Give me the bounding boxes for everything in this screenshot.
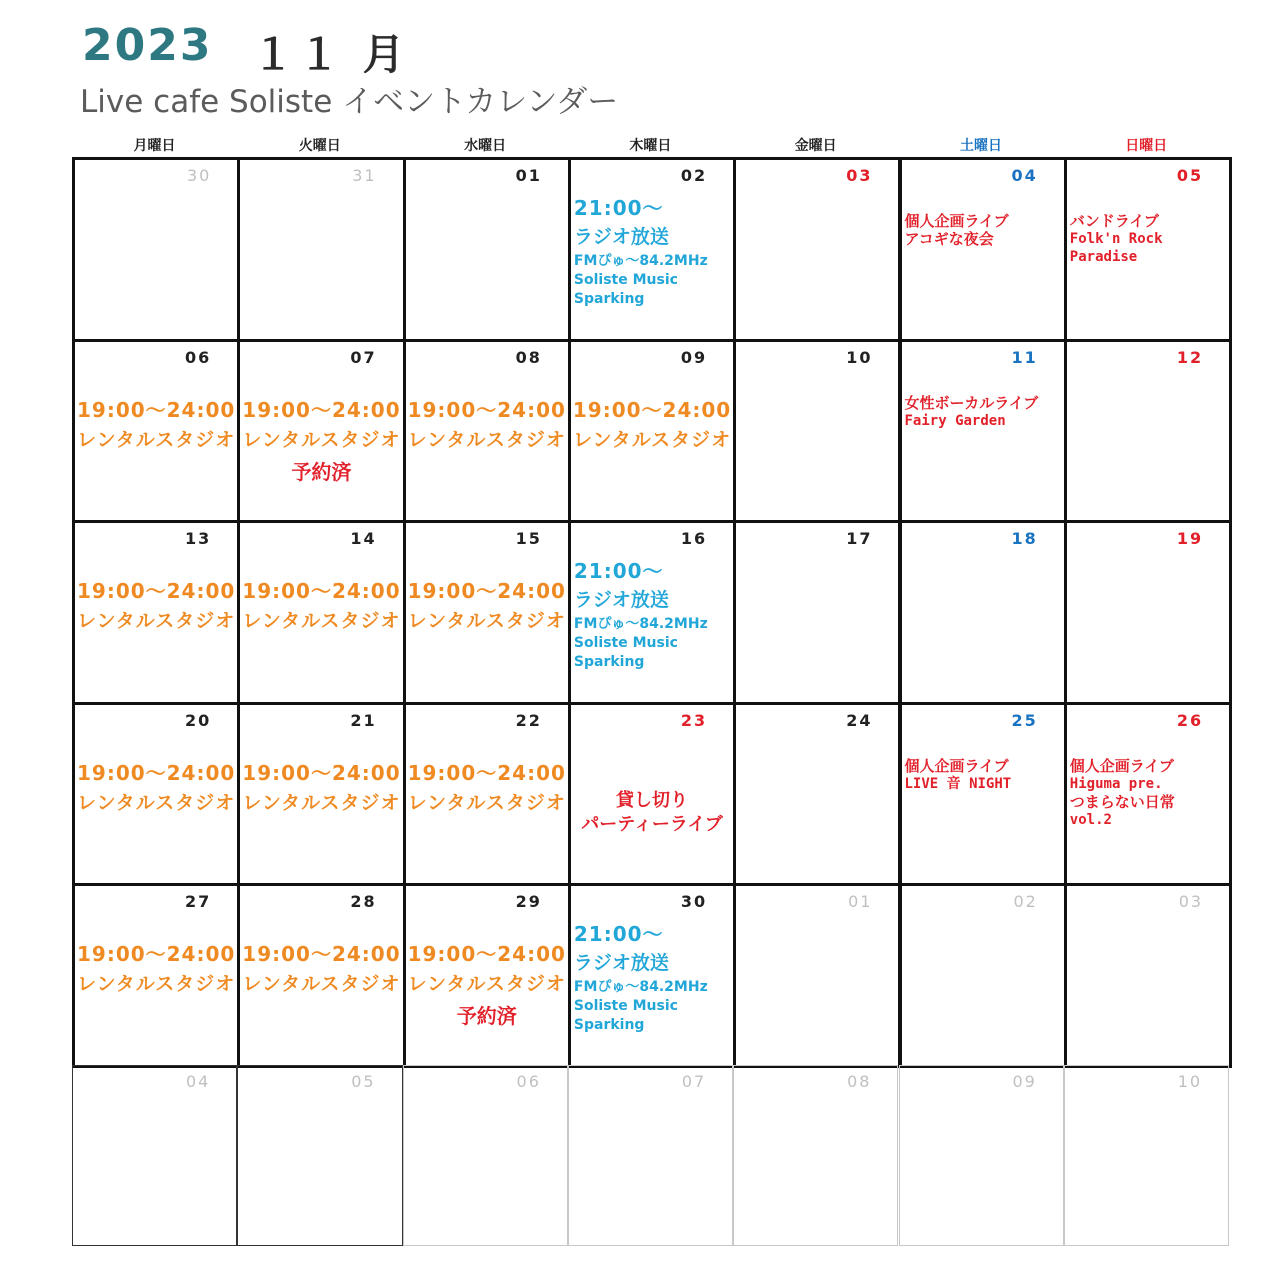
day-cell[interactable]: [237, 157, 405, 342]
day-number: 03: [1178, 892, 1204, 911]
day-cell[interactable]: [403, 339, 571, 524]
day-number: 30: [680, 892, 708, 911]
day-cell[interactable]: [237, 702, 405, 887]
event-detail-line: Soliste Music: [573, 635, 678, 651]
day-number: 22: [515, 710, 542, 730]
event-time: 19:00～24:00: [407, 942, 566, 966]
event-detail-line: FMぴゅ～84.2MHz: [573, 616, 708, 632]
event-name: レンタルスタジオ: [407, 428, 566, 451]
day-cell[interactable]: [568, 339, 736, 524]
weekday-label: 土曜日: [960, 138, 1002, 154]
event-time: 19:00～24:00: [407, 760, 566, 785]
day-number: 25: [1011, 710, 1038, 730]
event-name: レンタルスタジオ: [77, 610, 236, 632]
event-time: 21:00～: [573, 922, 664, 946]
calendar-subtitle: Live cafe Soliste イベントカレンダー: [80, 84, 619, 120]
day-cell[interactable]: [733, 339, 901, 524]
radio-broadcast-event: [574, 918, 708, 1035]
event-name: レンタルスタジオ: [77, 791, 236, 814]
rental-studio-event: [240, 575, 402, 633]
event-title: 個人企画ライブ: [904, 212, 1009, 230]
day-cell[interactable]: [899, 339, 1067, 524]
day-number: 06: [185, 347, 212, 367]
live-event: [1070, 212, 1163, 266]
event-name: レンタルスタジオ: [407, 791, 566, 814]
day-cell[interactable]: [568, 1065, 733, 1247]
event-time: 19:00～24:00: [242, 579, 401, 603]
day-cell[interactable]: [1064, 702, 1232, 887]
day-number: 13: [185, 529, 212, 548]
weekday-label: 日曜日: [1125, 138, 1168, 154]
day-cell[interactable]: [733, 702, 901, 887]
day-cell[interactable]: [237, 883, 405, 1068]
day-number: 12: [1176, 347, 1204, 367]
event-name: レンタルスタジオ: [242, 791, 401, 814]
event-time: 19:00～24:00: [242, 760, 401, 785]
day-number: 04: [1011, 166, 1038, 185]
day-cell[interactable]: [733, 883, 901, 1068]
event-name: レンタルスタジオ: [242, 428, 401, 451]
weekday-label: 火曜日: [298, 138, 341, 154]
event-time: 19:00～24:00: [407, 397, 566, 422]
event-name: ラジオ放送: [573, 589, 669, 611]
day-number: 08: [515, 347, 542, 367]
event-title: 女性ボーカルライブ: [904, 393, 1039, 412]
day-number: 24: [846, 710, 873, 730]
rental-studio-event: [75, 938, 237, 996]
private-party-event: [571, 789, 733, 837]
day-number: 02: [1013, 892, 1038, 911]
rental-studio-event: [240, 757, 402, 815]
live-event: [1070, 757, 1175, 829]
event-time: 19:00～24:00: [76, 397, 236, 422]
day-cell[interactable]: [899, 1065, 1064, 1247]
event-subtitle: Paradise: [1069, 249, 1138, 265]
day-number: 02: [680, 166, 708, 185]
rental-studio-event: [75, 757, 237, 815]
event-details: [574, 615, 708, 672]
day-number: 26: [1176, 710, 1204, 730]
rental-studio-event: [406, 757, 568, 815]
event-name: レンタルスタジオ: [407, 610, 566, 632]
event-name: ラジオ放送: [573, 226, 669, 248]
event-time: 19:00～24:00: [76, 760, 236, 785]
day-cell[interactable]: [72, 339, 240, 524]
event-time: 19:00～24:00: [242, 942, 401, 966]
day-cell[interactable]: [568, 520, 736, 705]
event-title: 個人企画ライブ: [1069, 756, 1174, 775]
day-number: 10: [1177, 1071, 1203, 1091]
day-cell[interactable]: [72, 883, 240, 1068]
rental-studio-event: [406, 938, 568, 1029]
day-cell[interactable]: [733, 520, 901, 705]
event-name: レンタルスタジオ: [407, 973, 566, 995]
event-name: レンタルスタジオ: [242, 610, 401, 632]
day-number: 07: [681, 1071, 707, 1091]
event-name: レンタルスタジオ: [77, 973, 236, 995]
reserved-badge: 予約済: [456, 1004, 517, 1028]
day-cell[interactable]: [237, 1065, 402, 1247]
event-name: レンタルスタジオ: [572, 428, 732, 451]
day-cell[interactable]: [403, 157, 571, 342]
event-name: レンタルスタジオ: [242, 973, 401, 995]
rental-studio-event: [75, 575, 237, 633]
event-title: 貸し切り: [616, 789, 689, 811]
day-cell[interactable]: [568, 157, 736, 342]
rental-studio-event: [240, 394, 402, 485]
day-number: 01: [515, 166, 542, 185]
day-number: 15: [515, 529, 542, 548]
live-event: [905, 394, 1039, 430]
day-number: 16: [680, 529, 708, 548]
event-subtitle: Fairy Garden: [904, 412, 1006, 429]
day-cell[interactable]: [237, 339, 405, 524]
event-detail-line: Sparking: [573, 291, 645, 307]
day-number: 19: [1176, 529, 1204, 548]
weekday-label: 月曜日: [133, 138, 176, 154]
event-title: 個人企画ライブ: [904, 756, 1009, 775]
rental-studio-event: [571, 394, 733, 452]
day-cell[interactable]: [403, 1065, 568, 1247]
day-cell[interactable]: [899, 520, 1067, 705]
day-number: 08: [847, 1071, 872, 1091]
calendar-month: １１ 月: [252, 30, 409, 79]
day-cell[interactable]: [403, 702, 571, 887]
event-subtitle: vol.2: [1069, 811, 1112, 828]
day-cell[interactable]: [733, 1065, 898, 1247]
day-cell[interactable]: [72, 157, 240, 342]
event-time: 19:00～24:00: [407, 579, 566, 603]
day-cell[interactable]: [72, 520, 240, 705]
event-detail-line: Sparking: [573, 654, 645, 670]
day-number: 23: [680, 710, 708, 730]
event-time: 19:00～24:00: [76, 942, 236, 966]
event-subtitle: LIVE 音 NIGHT: [904, 775, 1012, 792]
day-cell[interactable]: [1064, 339, 1232, 524]
day-number: 07: [350, 347, 377, 367]
weekday-header-row: [72, 135, 1229, 155]
event-time: 19:00～24:00: [242, 397, 401, 422]
day-cell[interactable]: [899, 883, 1067, 1068]
day-cell[interactable]: [568, 883, 736, 1068]
event-title: パーティーライブ: [581, 813, 723, 835]
day-number: 27: [185, 892, 212, 911]
day-cell[interactable]: [403, 883, 571, 1068]
rental-studio-event: [406, 394, 568, 452]
rental-studio-event: [75, 394, 237, 452]
event-detail-line: FMぴゅ～84.2MHz: [573, 979, 708, 995]
day-number: 09: [680, 347, 708, 367]
live-event: [905, 212, 1009, 248]
day-number: 06: [516, 1071, 541, 1091]
day-number: 10: [846, 347, 873, 367]
day-number: 03: [846, 166, 873, 185]
day-cell[interactable]: [237, 520, 405, 705]
reserved-badge: 予約済: [291, 459, 352, 484]
weekday-label: 金曜日: [794, 138, 837, 154]
day-number: 04: [185, 1071, 211, 1091]
calendar-year: 2023: [82, 20, 213, 71]
day-cell[interactable]: [568, 702, 736, 887]
day-number: 20: [185, 710, 212, 730]
weekday-label: 水曜日: [464, 138, 507, 154]
event-detail-line: Sparking: [573, 1017, 645, 1033]
event-time: 21:00～: [573, 559, 664, 583]
event-subtitle: Folk'n Rock: [1069, 231, 1163, 247]
day-number: 09: [1012, 1071, 1037, 1091]
event-name: レンタルスタジオ: [77, 428, 236, 451]
radio-broadcast-event: [574, 192, 708, 309]
radio-broadcast-event: [574, 555, 708, 672]
day-cell[interactable]: [403, 520, 571, 705]
event-time: 19:00～24:00: [76, 579, 236, 603]
event-time: 21:00～: [573, 196, 664, 220]
day-number: 05: [351, 1071, 376, 1091]
day-number: 01: [848, 892, 873, 911]
day-cell[interactable]: [1064, 520, 1232, 705]
rental-studio-event: [406, 575, 568, 633]
day-number: 28: [350, 892, 377, 911]
event-detail-line: Soliste Music: [573, 998, 678, 1014]
day-cell[interactable]: [899, 702, 1067, 887]
day-cell[interactable]: [72, 1065, 237, 1247]
event-title: バンドライブ: [1069, 212, 1159, 230]
day-number: 18: [1011, 529, 1038, 548]
live-event: [905, 757, 1012, 793]
day-number: 11: [1011, 347, 1038, 367]
event-time: 19:00～24:00: [572, 397, 732, 422]
event-detail-line: Soliste Music: [573, 272, 678, 288]
day-number: 31: [352, 166, 377, 185]
rental-studio-event: [240, 938, 402, 996]
day-number: 29: [515, 892, 542, 911]
day-cell[interactable]: [72, 702, 240, 887]
day-number: 21: [350, 710, 377, 730]
day-number: 17: [846, 529, 873, 548]
event-detail-line: FMぴゅ～84.2MHz: [573, 253, 708, 269]
event-subtitle: Higuma pre.: [1069, 775, 1163, 792]
day-cell[interactable]: [733, 157, 901, 342]
weekday-label: 木曜日: [629, 138, 672, 154]
day-cell[interactable]: [1064, 883, 1232, 1068]
event-title: アコギな夜会: [904, 230, 994, 248]
event-details: [574, 978, 708, 1035]
event-title: つまらない日常: [1069, 792, 1175, 811]
day-cell[interactable]: [1064, 1065, 1229, 1247]
day-cell[interactable]: [1064, 157, 1232, 342]
day-number: 05: [1176, 166, 1204, 185]
day-number: 30: [186, 166, 212, 185]
event-details: [574, 252, 708, 309]
event-name: ラジオ放送: [573, 952, 669, 974]
day-number: 14: [350, 529, 377, 548]
day-cell[interactable]: [899, 157, 1067, 342]
